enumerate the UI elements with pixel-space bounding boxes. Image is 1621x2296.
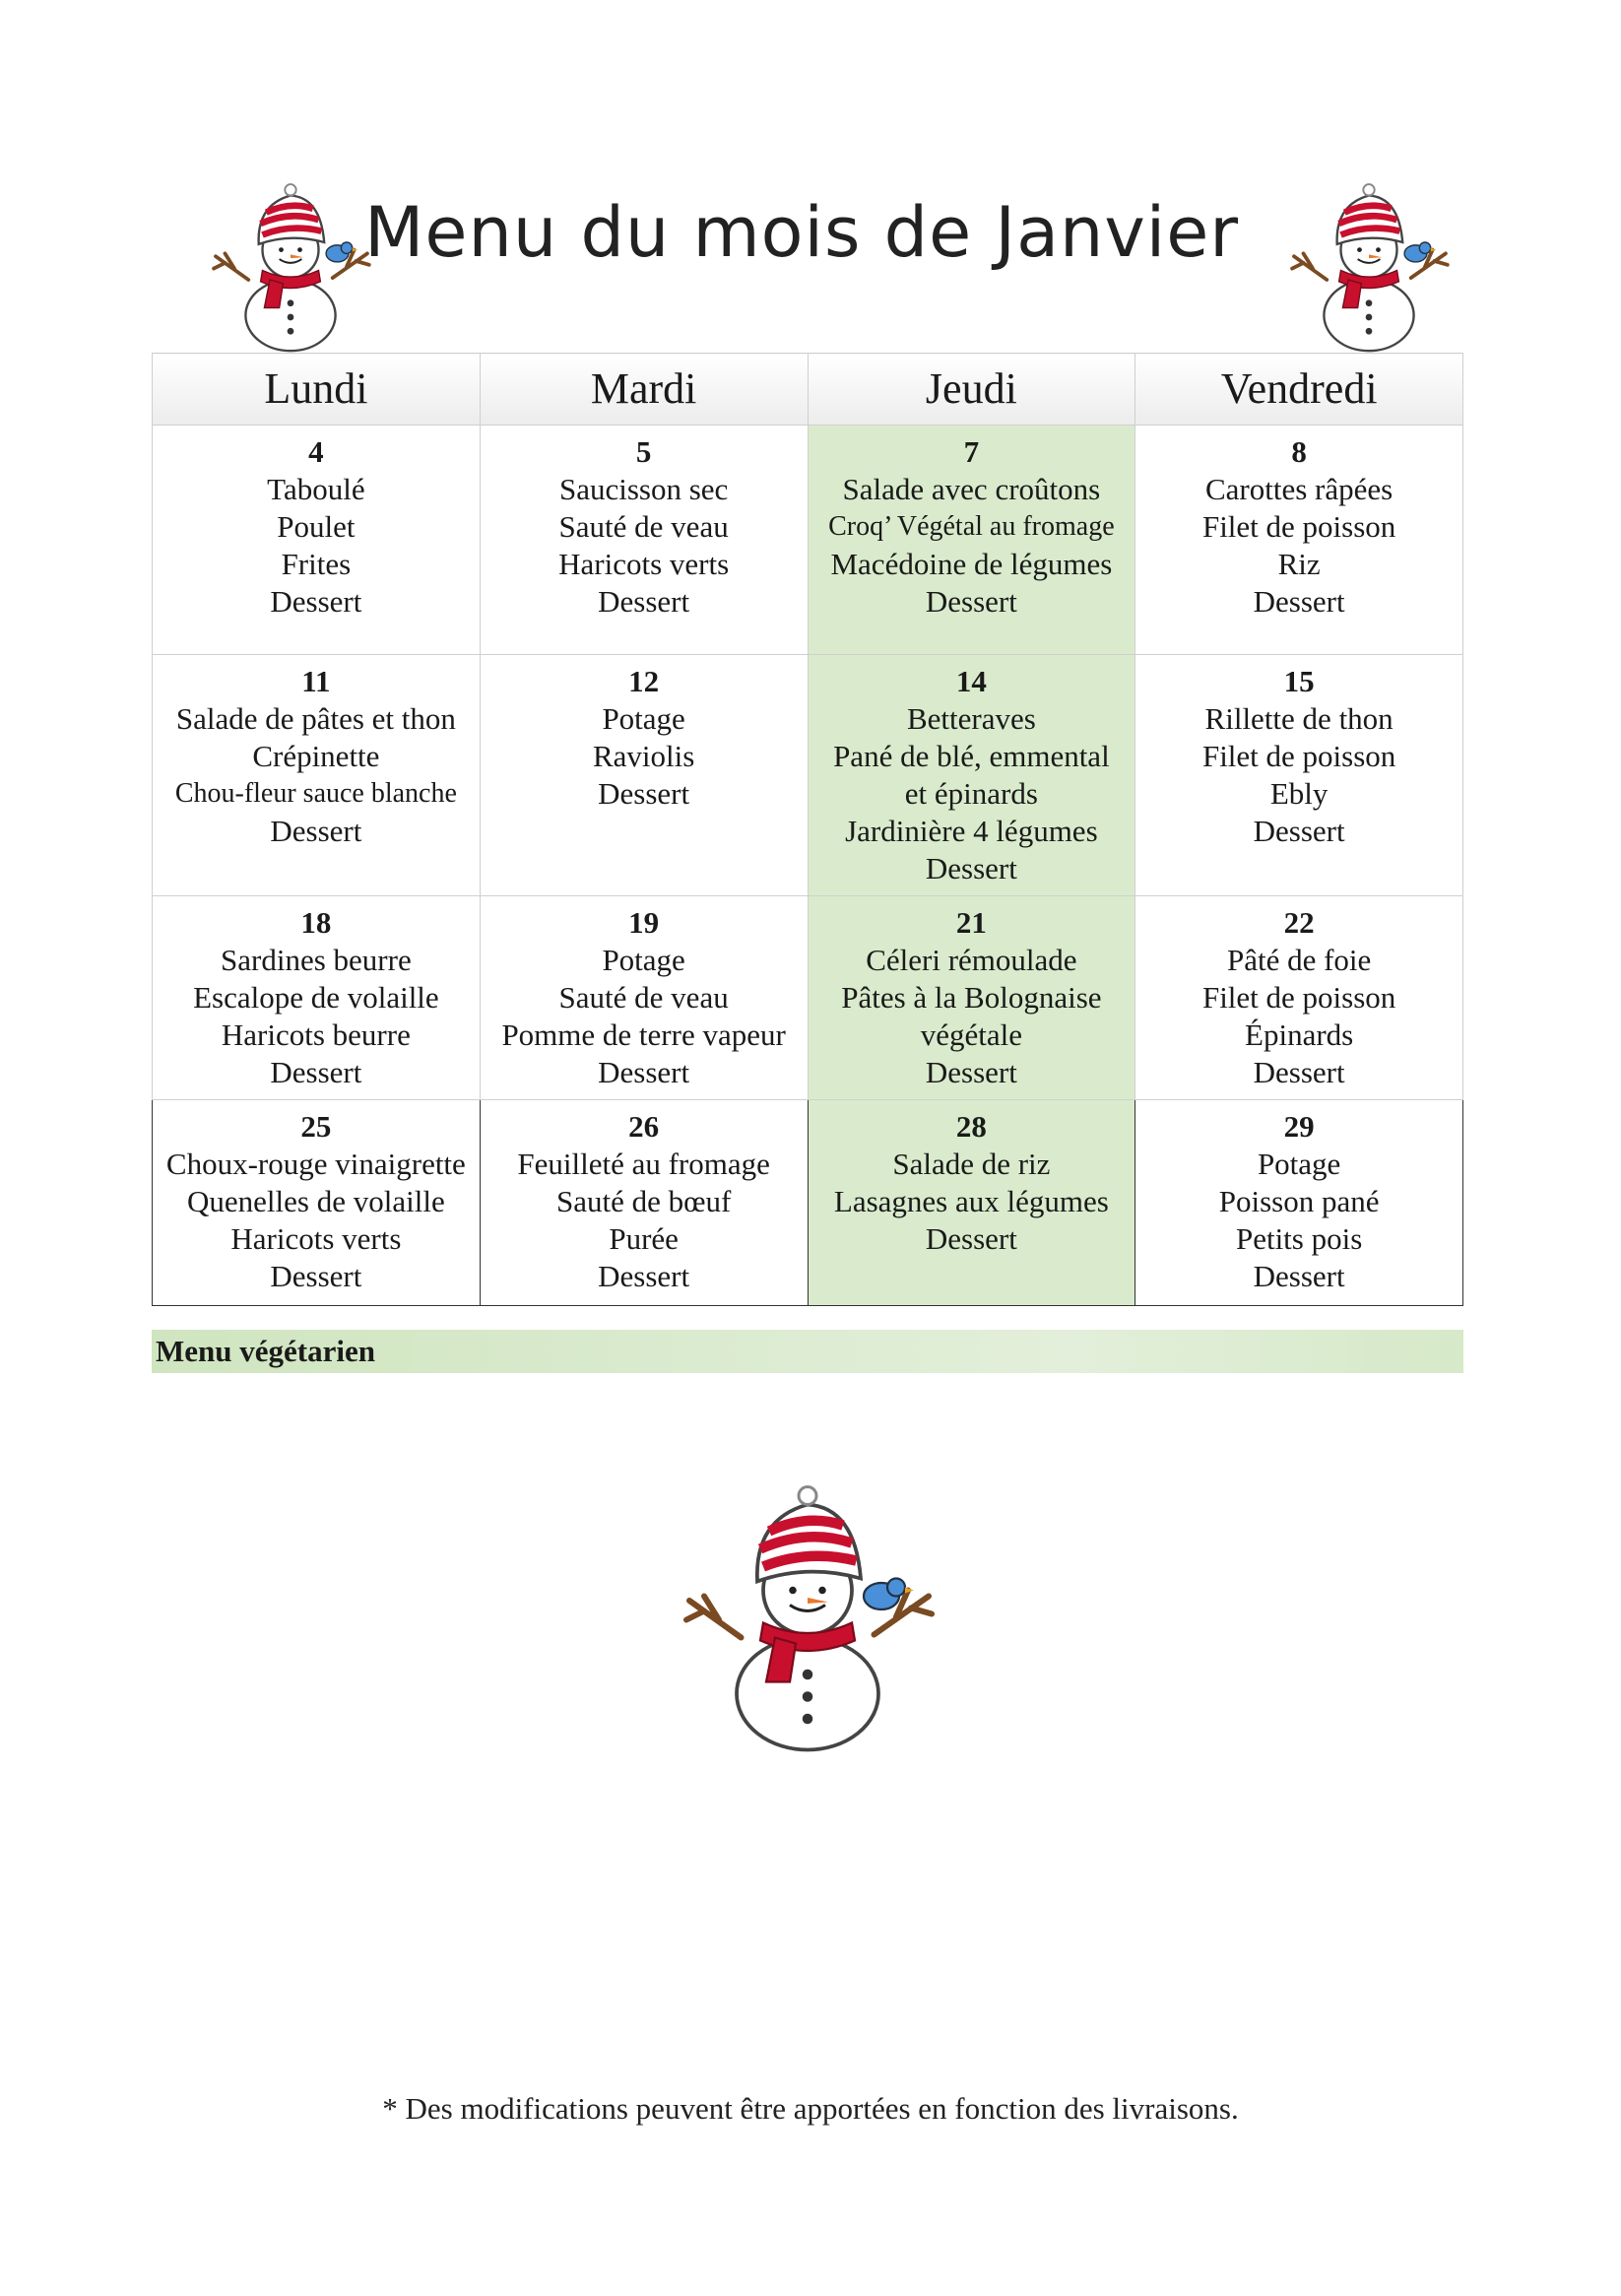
snowman-icon <box>192 167 389 355</box>
menu-item: Carottes râpées <box>1205 472 1394 506</box>
menu-item: Betteraves <box>906 701 1036 736</box>
snowman-icon <box>660 1458 955 1758</box>
day-header-row <box>153 354 1463 426</box>
day-number: 7 <box>963 434 980 469</box>
menu-item: Dessert <box>1253 1055 1345 1089</box>
week-row <box>153 655 1463 896</box>
menu-item: Dessert <box>270 584 362 619</box>
day-number: 11 <box>301 664 331 698</box>
menu-item: Croq’ Végétal au fromage <box>828 511 1115 542</box>
menu-item: Jardinière 4 légumes <box>845 814 1098 848</box>
week-row <box>153 426 1463 655</box>
menu-item: Pomme de terre vapeur <box>501 1017 786 1052</box>
menu-item: Ebly <box>1269 776 1329 811</box>
day-header-mardi: Mardi <box>480 354 808 426</box>
menu-item: Dessert <box>925 1221 1017 1256</box>
menu-item: Petits pois <box>1235 1221 1363 1256</box>
menu-item: Dessert <box>598 1055 690 1089</box>
menu-item: Filet de poisson <box>1201 739 1396 773</box>
menu-item: Dessert <box>925 584 1017 619</box>
menu-item: Taboulé <box>267 472 365 506</box>
menu-cell <box>480 426 808 655</box>
menu-cell <box>1135 655 1463 896</box>
menu-item: Frites <box>281 547 352 581</box>
menu-item: Saucisson sec <box>558 472 729 506</box>
day-number: 8 <box>1291 434 1307 469</box>
day-number: 25 <box>300 1109 332 1144</box>
day-number: 19 <box>628 905 660 940</box>
day-number: 14 <box>955 664 987 698</box>
menu-item: Pané de blé, emmental <box>833 739 1110 773</box>
menu-item: Potage <box>1257 1147 1341 1181</box>
menu-item: Pâté de foie <box>1226 943 1372 977</box>
menu-item: Pâtes à la Bolognaise <box>841 980 1102 1015</box>
menu-item: Sauté de veau <box>558 980 729 1015</box>
day-number: 26 <box>628 1109 660 1144</box>
vegetarian-legend: Menu végétarien <box>152 1330 1463 1373</box>
menu-item: Chou-fleur sauce blanche <box>174 778 457 809</box>
menu-cell <box>480 896 808 1100</box>
menu-cell-vegetarian <box>808 655 1135 896</box>
day-number: 4 <box>308 434 324 469</box>
menu-cell <box>153 655 481 896</box>
menu-item: Dessert <box>925 1055 1017 1089</box>
menu-item: Potage <box>602 701 685 736</box>
menu-item: Feuilleté au fromage <box>517 1147 770 1181</box>
menu-item: Choux-rouge vinaigrette <box>165 1147 466 1181</box>
menu-item: Dessert <box>925 851 1017 886</box>
menu-item: Dessert <box>1253 1259 1345 1293</box>
menu-item: Dessert <box>270 1259 362 1293</box>
menu-cell <box>153 1100 481 1306</box>
menu-item: Quenelles de volaille <box>187 1184 445 1218</box>
menu-cell <box>480 1100 808 1306</box>
menu-item: Purée <box>609 1221 679 1256</box>
week-row <box>153 1100 1463 1306</box>
day-number: 15 <box>1283 664 1315 698</box>
day-number: 5 <box>635 434 652 469</box>
menu-item: Dessert <box>270 814 362 848</box>
page-title: Menu du mois de Janvier <box>364 192 1240 273</box>
footnote: * Des modifications peuvent être apportées en fonction des livraisons. <box>382 2091 1239 2126</box>
menu-cell-vegetarian <box>808 426 1135 655</box>
day-header-lundi: Lundi <box>153 354 481 426</box>
menu-cell <box>1135 896 1463 1100</box>
menu-item: Lasagnes aux légumes <box>833 1184 1109 1218</box>
menu-item: Épinards <box>1245 1017 1354 1052</box>
day-number: 22 <box>1283 905 1315 940</box>
menu-item: Dessert <box>270 1055 362 1089</box>
menu-item: Dessert <box>1253 814 1345 848</box>
menu-item: Haricots verts <box>558 547 730 581</box>
menu-item: Dessert <box>598 1259 690 1293</box>
day-number: 21 <box>955 905 987 940</box>
menu-item: et épinards <box>904 776 1038 811</box>
menu-cell <box>153 426 481 655</box>
menu-item: Céleri rémoulade <box>866 943 1077 977</box>
menu-item: Dessert <box>598 584 690 619</box>
menu-cell <box>1135 426 1463 655</box>
week-row <box>153 896 1463 1100</box>
menu-item: Filet de poisson <box>1201 509 1396 544</box>
menu-item: végétale <box>920 1017 1022 1052</box>
menu-item: Riz <box>1277 547 1321 581</box>
menu-item: Macédoine de légumes <box>830 547 1113 581</box>
menu-item: Salade avec croûtons <box>842 472 1101 506</box>
menu-item: Dessert <box>598 776 690 811</box>
day-number: 18 <box>300 905 332 940</box>
menu-cell <box>480 655 808 896</box>
snowman-icon <box>1270 167 1467 355</box>
menu-item: Poulet <box>277 509 356 544</box>
day-header-jeudi: Jeudi <box>808 354 1135 426</box>
menu-cell-vegetarian <box>808 896 1135 1100</box>
menu-table <box>152 353 1463 1306</box>
menu-item: Rillette de thon <box>1204 701 1394 736</box>
menu-item: Escalope de volaille <box>193 980 439 1015</box>
menu-cell-vegetarian <box>808 1100 1135 1306</box>
menu-item: Raviolis <box>592 739 695 773</box>
menu-item: Haricots beurre <box>221 1017 411 1052</box>
menu-item: Filet de poisson <box>1201 980 1396 1015</box>
menu-item: Sardines beurre <box>221 943 412 977</box>
menu-item: Potage <box>602 943 685 977</box>
menu-item: Salade de pâtes et thon <box>175 701 456 736</box>
menu-item: Salade de riz <box>892 1147 1051 1181</box>
menu-item: Sauté de bœuf <box>555 1184 732 1218</box>
day-header-vendredi: Vendredi <box>1135 354 1463 426</box>
menu-item: Dessert <box>1253 584 1345 619</box>
day-number: 12 <box>628 664 660 698</box>
day-number: 29 <box>1283 1109 1315 1144</box>
menu-cell <box>153 896 481 1100</box>
day-number: 28 <box>955 1109 987 1144</box>
menu-item: Haricots verts <box>230 1221 402 1256</box>
menu-cell <box>1135 1100 1463 1306</box>
menu-item: Poisson pané <box>1218 1184 1380 1218</box>
menu-item: Sauté de veau <box>558 509 729 544</box>
menu-item: Crépinette <box>252 739 380 773</box>
